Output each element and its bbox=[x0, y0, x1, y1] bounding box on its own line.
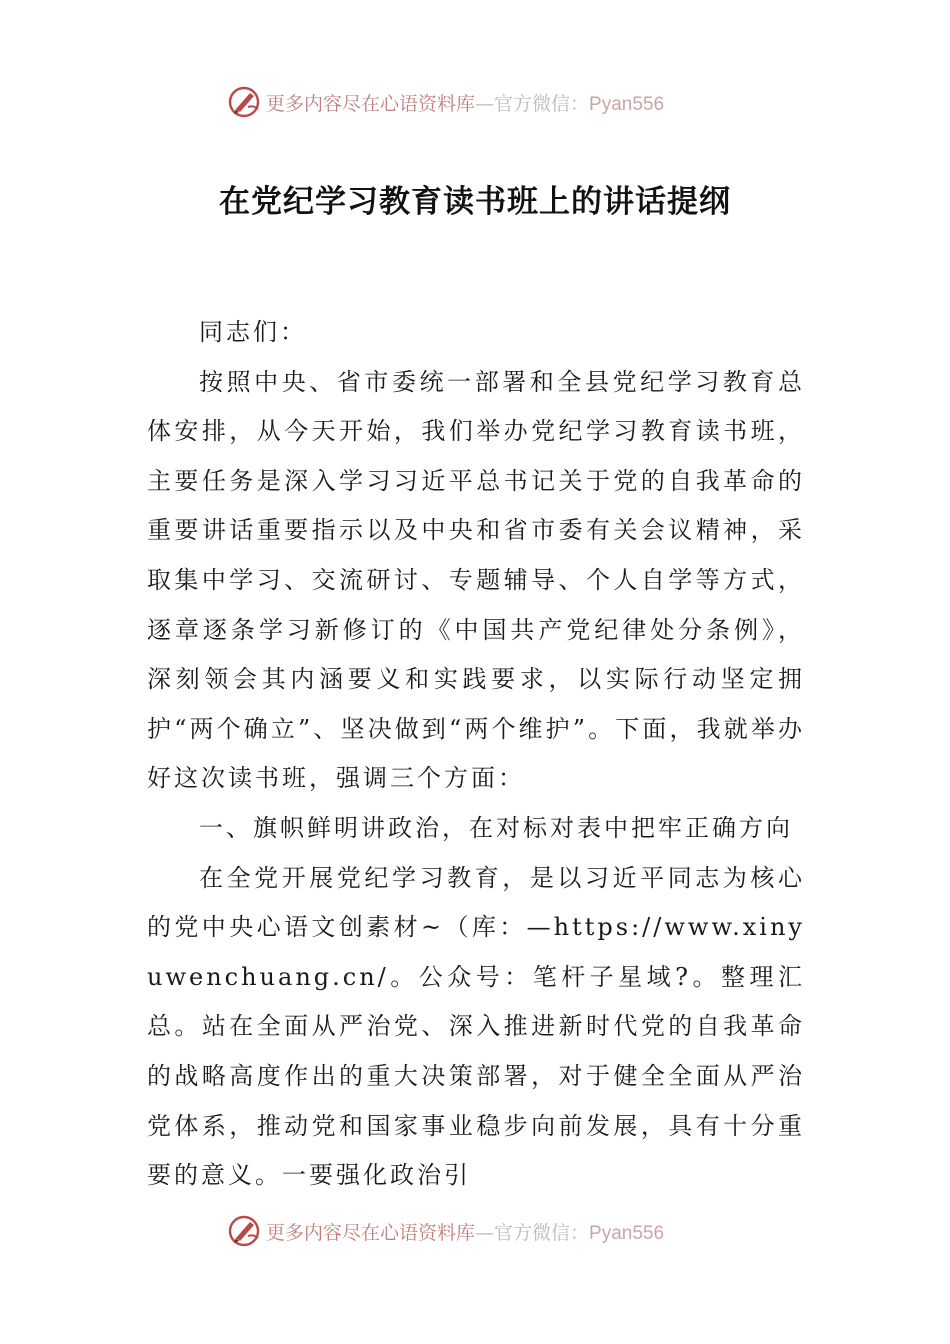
pen-logo-icon bbox=[228, 1214, 262, 1248]
document-title: 在党纪学习教育读书班上的讲话提纲 bbox=[219, 184, 731, 220]
banner-brand: 更多内容尽在心语资料库 bbox=[266, 1221, 476, 1244]
salutation: 同志们： bbox=[199, 318, 307, 346]
section-heading: 一、旗帜鲜明讲政治，在对标对表中把牢正确方向 bbox=[199, 813, 793, 842]
banner-wechat-id: Pyan556 bbox=[589, 93, 665, 115]
footer-watermark-banner bbox=[0, 1211, 950, 1251]
document-body bbox=[147, 308, 805, 1201]
banner-dash: — bbox=[475, 1221, 495, 1244]
banner-brand: 更多内容尽在心语资料库 bbox=[266, 92, 476, 115]
paragraph: 在全党开展党纪学习教育，是以习近平同志为核心的党中央心语文创素材~（库：—https://www.xinyuwenchuang.cn/。公众号：笔杆子星域?。整理汇总。站在全面从严治党、深入推进新时代党的自我革命的战略高度作出的重大决策部署，对于健全全面从严治党体系，推动党和国家事业稳步向前发展，具有十分重要的意义。一要强化政治引 bbox=[147, 863, 805, 1190]
header-watermark-banner bbox=[0, 82, 950, 122]
banner-wechat-label: 官方微信： bbox=[494, 92, 590, 115]
banner-dash: — bbox=[475, 92, 495, 115]
banner-text bbox=[266, 1218, 664, 1245]
pen-logo-icon bbox=[228, 85, 262, 119]
paragraph: 按照中央、省市委统一部署和全县党纪学习教育总体安排，从今天开始，我们举办党纪学习教育读书班，主要任务是深入学习习近平总书记关于党的自我革命的重要讲话重要指示以及中央和省市委有关会议精神，采取集中学习、交流研讨、专题辅导、个人自学等方式，逐章逐条学习新修订的《中国共产党纪律处分条例》，深刻领会其内涵要义和实践要求，以实际行动坚定拥护“两个确立”、坚决做到“两个维护”。下面，我就举办好这次读书班，强调三个方面： bbox=[147, 367, 805, 793]
banner-wechat-label: 官方微信： bbox=[494, 1221, 590, 1244]
banner-text bbox=[266, 89, 664, 116]
banner-wechat-id: Pyan556 bbox=[589, 1222, 665, 1244]
